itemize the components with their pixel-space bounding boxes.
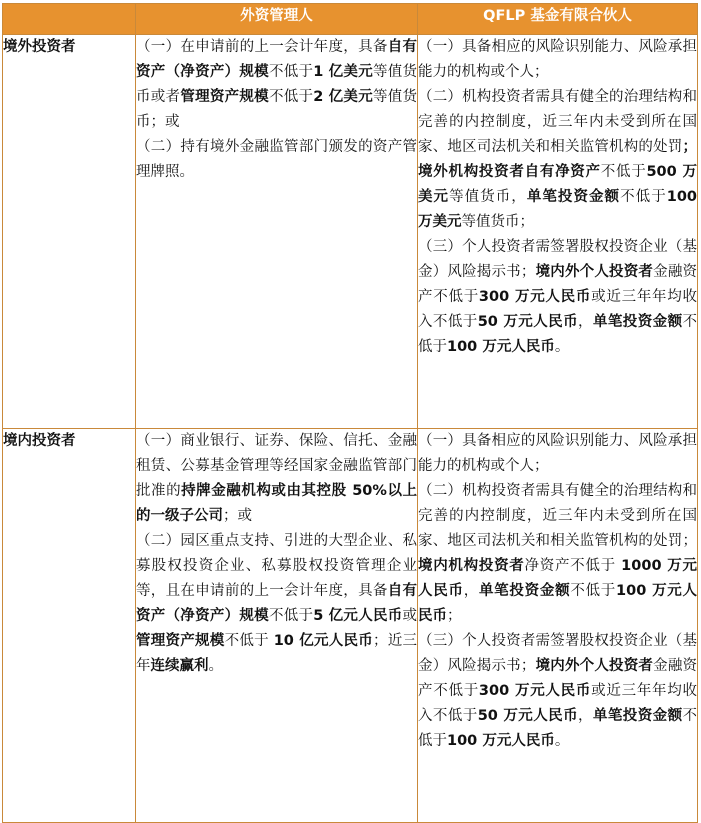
bold-text: 2 亿美元: [313, 89, 373, 105]
text-run: 。: [554, 339, 570, 355]
paragraph: [418, 429, 697, 479]
bold-text: 自有资产（净资产）规模: [136, 39, 418, 80]
bold-text: 单笔投资金额: [478, 583, 571, 599]
text-run: 净资产不低于: [524, 558, 622, 574]
paragraph: [136, 529, 417, 679]
text-run: 或: [402, 608, 418, 624]
header-foreign-manager: 外资管理人: [136, 4, 418, 35]
row-label-overseas: 境外投资者: [3, 35, 136, 429]
text-run: 等值货币；或: [136, 89, 418, 130]
bold-text: 1000 万元人民币: [418, 558, 698, 599]
text-run: （三）个人投资者需签署股权投资企业（基金）风险揭示书；: [418, 239, 697, 280]
bold-text: 100 万元人民币: [447, 339, 555, 355]
table-row-overseas: [3, 35, 698, 429]
cell-overseas-manager: [136, 35, 418, 429]
text-run: （一）具备相应的风险识别能力、风险承担能力的机构或个人；: [418, 39, 697, 80]
bold-text: 境内外个人投资者: [535, 264, 654, 280]
text-run: 等值货币，: [449, 189, 527, 205]
bold-text: 境内机构投资者: [418, 558, 525, 574]
text-run: 不低于: [268, 89, 314, 105]
bold-text: 10 亿元人民币: [273, 633, 373, 649]
text-run: ；近三年: [136, 633, 418, 674]
bold-text: 单笔投资金额: [592, 708, 683, 724]
text-run: （三）个人投资者需签署股权投资企业（基金）风险揭示书；: [418, 633, 697, 674]
criteria-table: [2, 3, 698, 823]
paragraph: [418, 35, 697, 85]
text-run: 或近三年年均收入不低于: [418, 683, 698, 724]
table-row-domestic: [3, 429, 698, 823]
paragraph: [418, 629, 697, 754]
bold-text: 连续赢利: [150, 658, 209, 674]
bold-text: 单笔投资金额: [592, 314, 683, 330]
bold-text: 1 亿美元: [313, 64, 373, 80]
bold-text: 境内外个人投资者: [535, 658, 654, 674]
bold-text: 管理资产规模: [180, 89, 269, 105]
text-run: 不低于: [268, 64, 314, 80]
text-run: ；或: [223, 508, 252, 524]
text-run: ，: [578, 314, 593, 330]
cell-domestic-lp: [418, 429, 698, 823]
text-run: 等值货币；: [461, 214, 534, 230]
paragraph: [136, 135, 417, 185]
row-label-domestic: 境内投资者: [3, 429, 136, 823]
text-run: （二）机构投资者需具有健全的治理结构和完善的内控制度，近三年内未受到所在国家、地区司法机关和相关监管机构的处罚；: [418, 483, 697, 549]
bold-text: 100 万元人民币: [418, 583, 698, 624]
text-run: 不低于: [620, 189, 667, 205]
paragraph: [418, 85, 697, 235]
text-run: （二）园区重点支持、引进的大型企业、私募股权投资企业、私募股权投资管理企业等，且在申请前的上一会计年度，具备: [136, 533, 417, 599]
header-row: [3, 4, 698, 35]
text-run: 。: [208, 658, 223, 674]
bold-text: 单笔投资金额: [526, 189, 621, 205]
text-run: 不低于: [268, 608, 314, 624]
text-run: ；: [447, 608, 462, 624]
header-qflp-lp: QFLP 基金有限合伙人: [418, 4, 698, 35]
text-run: （一）具备相应的风险识别能力、风险承担能力的机构或个人；: [418, 433, 697, 474]
text-run: 不低于: [600, 164, 647, 180]
header-corner: [3, 4, 136, 35]
text-run: 不低于: [418, 708, 698, 749]
text-run: 金融资产不低于: [418, 658, 698, 699]
bold-text: 500 万美元: [418, 164, 698, 205]
cell-domestic-manager: [136, 429, 418, 823]
text-run: 不低于: [224, 633, 274, 649]
text-run: ，: [578, 708, 593, 724]
text-run: （二）持有境外金融监管部门颁发的资产管理牌照。: [136, 139, 417, 180]
bold-text: 持牌金融机构或由其控股 50%以上的一级子公司: [136, 483, 417, 524]
text-run: 金融资产不低于: [418, 264, 698, 305]
bold-text: 300 万元人民币: [478, 683, 592, 699]
bold-text: 50 万元人民币: [477, 708, 579, 724]
bold-text: 100 万美元: [418, 189, 698, 230]
bold-text: 300 万元人民币: [478, 289, 592, 305]
bold-text: 50 万元人民币: [477, 314, 579, 330]
bold-text: 自有资产（净资产）规模: [136, 583, 418, 624]
text-run: 不低于: [418, 314, 698, 355]
bold-text: 100 万元人民币: [447, 733, 555, 749]
text-run: 或近三年年均收入不低于: [418, 289, 698, 330]
text-run: 等值货币或者: [136, 64, 418, 105]
text-run: （一）在申请前的上一会计年度，具备: [136, 39, 388, 55]
bold-text: 管理资产规模: [136, 633, 225, 649]
text-run: 。: [554, 733, 570, 749]
text-run: ，: [463, 583, 479, 599]
text-run: 不低于: [570, 583, 617, 599]
bold-text: 5 亿元人民币: [313, 608, 403, 624]
paragraph: [136, 35, 417, 135]
paragraph: [418, 479, 697, 629]
text-run: （一）商业银行、证券、保险、信托、金融租赁、公募基金管理等经国家金融监管部门批准的: [136, 433, 417, 499]
bold-text: ；境外机构投资者自有净资产: [418, 139, 697, 180]
cell-overseas-lp: [418, 35, 698, 429]
paragraph: [418, 235, 697, 360]
paragraph: [136, 429, 417, 529]
text-run: （二）机构投资者需具有健全的治理结构和完善的内控制度，近三年内未受到所在国家、地区司法机关和相关监管机构的处罚: [418, 89, 697, 155]
